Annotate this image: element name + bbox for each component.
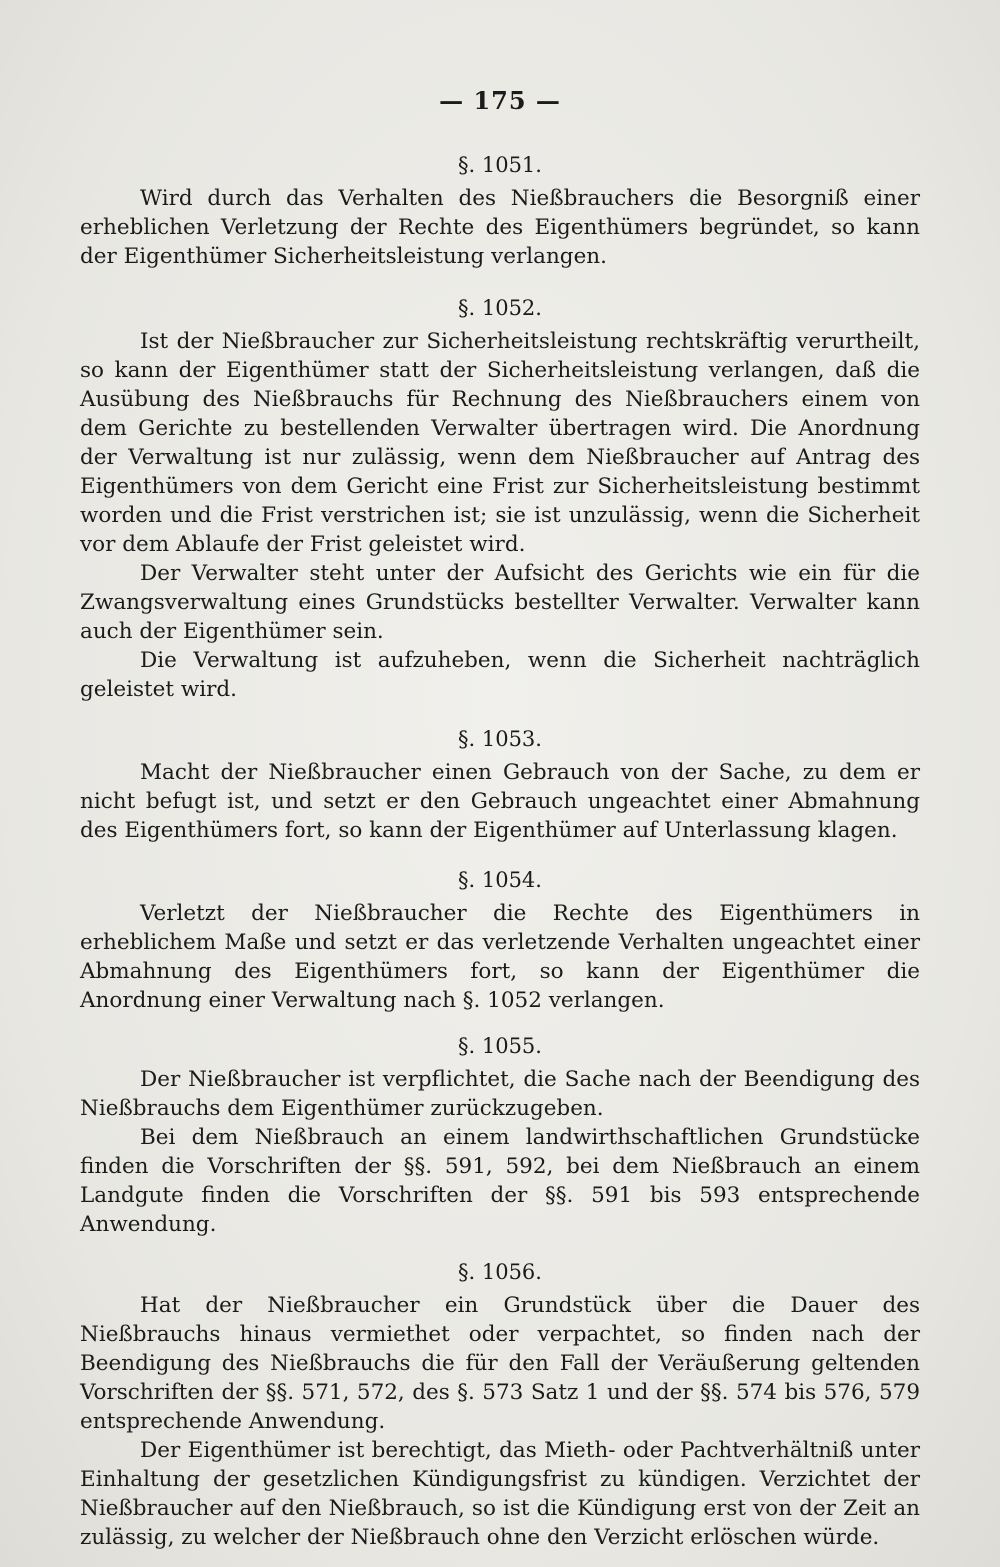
section-heading: §. 1054.: [458, 868, 542, 892]
section-1054: [80, 861, 920, 1015]
paragraph: Die Verwaltung ist aufzuheben, wenn die Sicherheit nachträglich geleistet wird.: [80, 648, 920, 702]
paragraph: Verletzt der Nießbraucher die Rechte des Eigenthümers in erheblichem Maße und setzt er das verletzende Verhalten ungeachtet einer Abmahnung des Eigenthümers fort, so kann der Eigenthümer die Anordnung einer Verwaltung nach §. 1052 verlangen.: [80, 901, 920, 1013]
paragraph: Macht der Nießbraucher einen Gebrauch von der Sache, zu dem er nicht befugt ist, und setzt er den Gebrauch ungeachtet einer Abmahnung des Eigenthümers fort, so kann der Eigenthümer auf Unterlassung klagen.: [80, 760, 920, 843]
section-heading: §. 1052.: [458, 296, 542, 320]
section-heading: §. 1051.: [458, 153, 542, 177]
paragraph: Ist der Nießbraucher zur Sicherheitsleistung rechtskräftig verurtheilt, so kann der Eigenthümer statt der Sicherheitsleistung verlangen, daß die Ausübung des Nießbrauchs für Rechnung des Nießbrauchers einem von dem Gerichte zu bestellenden Verwalter übertragen wird. Die Anordnung der Verwaltung ist nur zulässig, wenn dem Nießbraucher auf Antrag des Eigenthümers von dem Gericht eine Frist zur Sicherheitsleistung bestimmt worden und die Frist verstrichen ist; sie ist unzulässig, wenn die Sicherheit vor dem Ablaufe der Frist geleistet wird.: [80, 329, 920, 557]
section-1051: [80, 146, 920, 271]
section-heading: §. 1055.: [458, 1034, 542, 1058]
page-body: [80, 146, 920, 1552]
section-1052: [80, 289, 920, 704]
section-1053: [80, 720, 920, 845]
page-number: — 175 —: [439, 86, 561, 115]
section-heading: §. 1056.: [458, 1260, 542, 1284]
section-heading: §. 1053.: [458, 727, 542, 751]
paragraph: Wird durch das Verhalten des Nießbrauchers die Besorgniß einer erheblichen Verletzung der Rechte des Eigenthümers begründet, so kann der Eigenthümer Sicherheitsleistung verlangen.: [80, 186, 920, 269]
paragraph: Der Verwalter steht unter der Aufsicht des Gerichts wie ein für die Zwangsverwaltung eines Grundstücks bestellter Verwalter. Verwalter kann auch der Eigenthümer sein.: [80, 561, 920, 644]
paragraph: Bei dem Nießbrauch an einem landwirthschaftlichen Grundstücke finden die Vorschriften der §§. 591, 592, bei dem Nießbrauch an einem Landgute finden die Vorschriften der §§. 591 bis 593 entsprechende Anwendung.: [80, 1125, 920, 1237]
section-1056: [80, 1253, 920, 1552]
paragraph: Der Eigenthümer ist berechtigt, das Mieth- oder Pachtverhältniß unter Einhaltung der gesetzlichen Kündigungsfrist zu kündigen. Verzichtet der Nießbraucher auf den Nießbrauch, so ist die Kündigung erst von der Zeit an zulässig, zu welcher der Nießbrauch ohne den Verzicht erlöschen würde.: [80, 1438, 920, 1550]
paragraph: Der Nießbraucher ist verpflichtet, die Sache nach der Beendigung des Nießbrauchs dem Eigenthümer zurückzugeben.: [80, 1067, 920, 1121]
paragraph: Hat der Nießbraucher ein Grundstück über die Dauer des Nießbrauchs hinaus vermiethet oder verpachtet, so finden nach der Beendigung des Nießbrauchs die für den Fall der Veräußerung geltenden Vorschriften der §§. 571, 572, des §. 573 Satz 1 und der §§. 574 bis 576, 579 entsprechende Anwendung.: [80, 1293, 920, 1434]
section-1055: [80, 1027, 920, 1239]
